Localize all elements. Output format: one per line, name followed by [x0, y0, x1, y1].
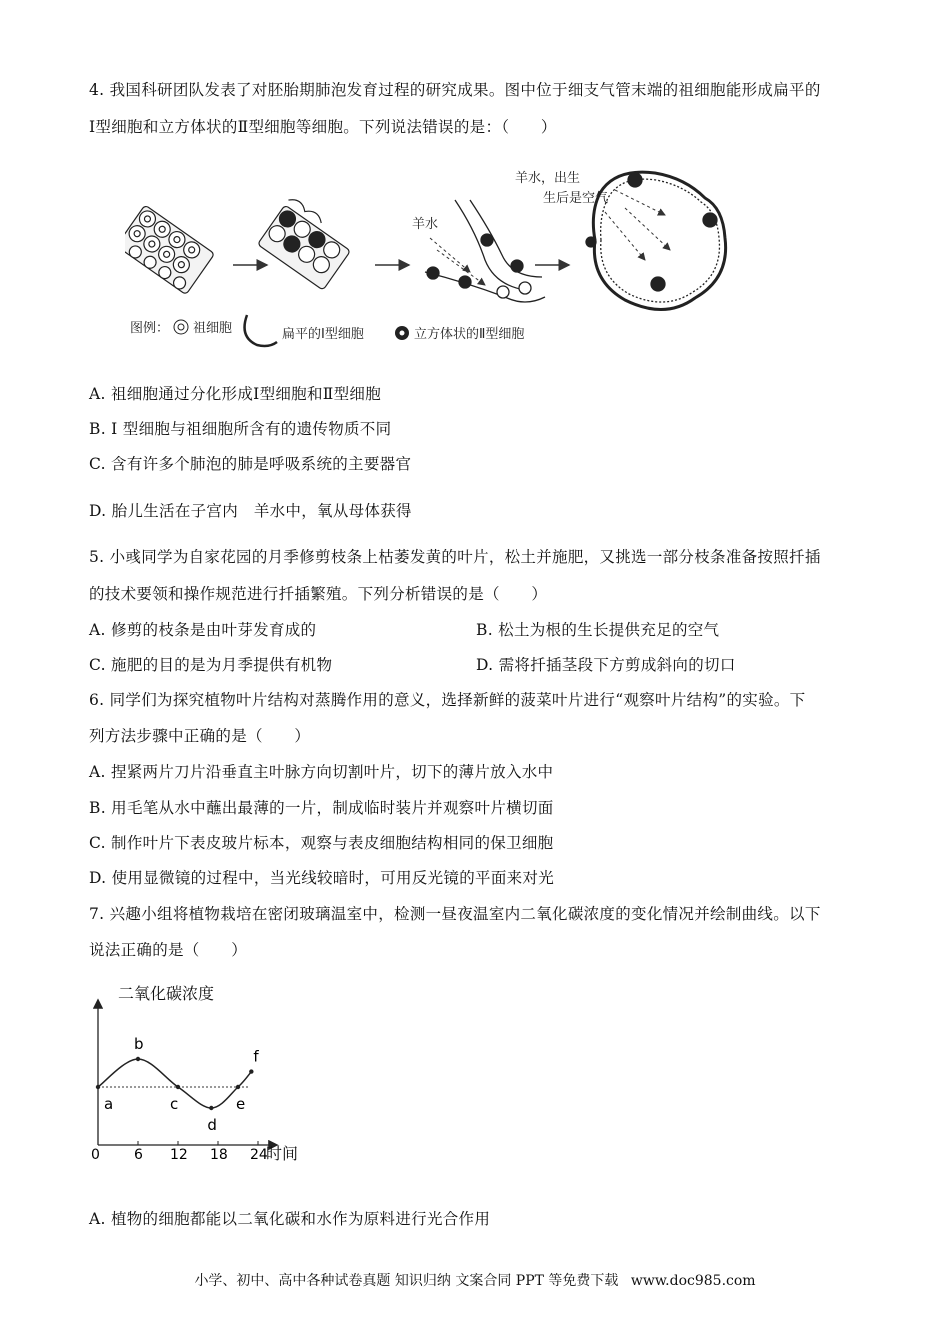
q5-option-a: A. 修剪的枝条是由叶芽发育成的	[89, 621, 317, 639]
point-label-c: c	[170, 1095, 179, 1113]
x-tick-label: 12	[170, 1147, 188, 1163]
point-label-f: f	[253, 1047, 259, 1066]
q6-stem-line2: 列方法步骤中正确的是（ ）	[89, 727, 311, 745]
q4-option-d: D. 胎儿生活在子宫内 羊水中，氧从母体获得	[89, 502, 412, 520]
legend-title: 图例：	[130, 321, 170, 336]
page-footer	[0, 1270, 950, 1290]
q5-option-c: C. 施肥的目的是为月季提供有机物	[89, 656, 333, 674]
legend-type2-icon	[395, 326, 409, 340]
point-e	[236, 1085, 240, 1089]
footer-url[interactable]: www.doc985.com	[630, 1273, 756, 1289]
point-b	[136, 1057, 140, 1061]
q6-option-a: A. 捏紧两片刀片沿垂直主叶脉方向切割叶片，切下的薄片放入水中	[89, 763, 554, 781]
q7-option-a: A. 植物的细胞都能以二氧化碳和水作为原料进行光合作用	[89, 1210, 491, 1228]
chart-ylabel: 二氧化碳浓度	[118, 984, 215, 1003]
legend-type1-icon	[245, 315, 277, 346]
point-label-a: a	[104, 1095, 114, 1113]
q6-option-c: C. 制作叶片下表皮玻片标本，观察与表皮细胞结构相同的保卫细胞	[89, 834, 554, 852]
label-amniotic-fluid: 羊水	[412, 217, 439, 232]
q6-option-d: D. 使用显微镜的过程中，当光线较暗时，可用反光镜的平面来对光	[89, 869, 555, 887]
point-label-e: e	[236, 1095, 246, 1113]
footer-text: 小学、初中、高中各种试卷真题 知识归纳 文案合同 PPT 等免费下载	[194, 1273, 619, 1289]
point-label-d: d	[207, 1116, 217, 1134]
point-d	[209, 1106, 213, 1110]
legend-type1-label: 扁平的Ⅰ型细胞	[282, 327, 364, 342]
x-tick-label: 18	[210, 1147, 228, 1163]
point-label-b: b	[134, 1035, 144, 1053]
q4-alveolus-figure	[125, 160, 745, 355]
legend-type2-label: 立方体状的Ⅱ型细胞	[414, 327, 525, 342]
q7-stem-line2: 说法正确的是（ ）	[89, 941, 248, 959]
q5-option-b: B. 松土为根的生长提供充足的空气	[476, 621, 720, 639]
q5-stem-line2: 的技术要领和操作规范进行扦插繁殖。下列分析错误的是（ ）	[89, 585, 548, 603]
x-tick-label: 6	[134, 1147, 143, 1163]
legend-progenitor-label: 祖细胞	[193, 321, 233, 336]
progenitor-cell-cluster	[125, 205, 215, 295]
q6-option-b: B. 用毛笔从水中蘸出最薄的一片，制成临时装片并观察叶片横切面	[89, 799, 554, 817]
point-c	[176, 1085, 180, 1089]
q6-stem-line1: 6. 同学们为探究植物叶片结构对蒸腾作用的意义，选择新鲜的菠菜叶片进行“观察叶片结构”的实验。下	[89, 691, 806, 709]
point-f	[249, 1069, 253, 1073]
x-tick-label: 24	[250, 1147, 268, 1163]
q5-option-d: D. 需将扦插茎段下方剪成斜向的切口	[476, 656, 736, 674]
differentiating-cell-cluster	[257, 196, 356, 290]
q4-stem-line2: Ⅰ型细胞和立方体状的Ⅱ型细胞等细胞。下列说法错误的是：（ ）	[89, 118, 557, 136]
x-tick-label: 0	[91, 1147, 100, 1163]
q4-stem-line1: 4. 我国科研团队发表了对胚胎期肺泡发育过程的研究成果。图中位于细支气管末端的祖细胞能形成扁平的	[89, 81, 821, 99]
point-a	[96, 1085, 100, 1089]
label-birth-air-2: 生后是空气	[543, 191, 609, 206]
label-birth-air-1: 羊水，出生	[515, 171, 581, 186]
branching-epithelium	[425, 200, 545, 302]
legend-progenitor-icon	[174, 320, 188, 334]
q4-option-a: A. 祖细胞通过分化形成Ⅰ型细胞和Ⅱ型细胞	[89, 385, 382, 403]
chart-xlabel: 时间	[266, 1144, 299, 1163]
q7-stem-line1: 7. 兴趣小组将植物栽培在密闭玻璃温室中，检测一昼夜温室内二氧化碳浓度的变化情况并绘制曲线。以下	[89, 905, 821, 923]
q7-co2-chart	[80, 975, 320, 1170]
q5-stem-line1: 5. 小彧同学为自家花园的月季修剪枝条上枯萎发黄的叶片，松土并施肥，又挑选一部分枝条准备按照扦插	[89, 548, 821, 566]
q4-option-b: B. Ⅰ 型细胞与祖细胞所含有的遗传物质不同	[89, 420, 392, 438]
q4-option-c: C. 含有许多个肺泡的肺是呼吸系统的主要器官	[89, 455, 412, 473]
